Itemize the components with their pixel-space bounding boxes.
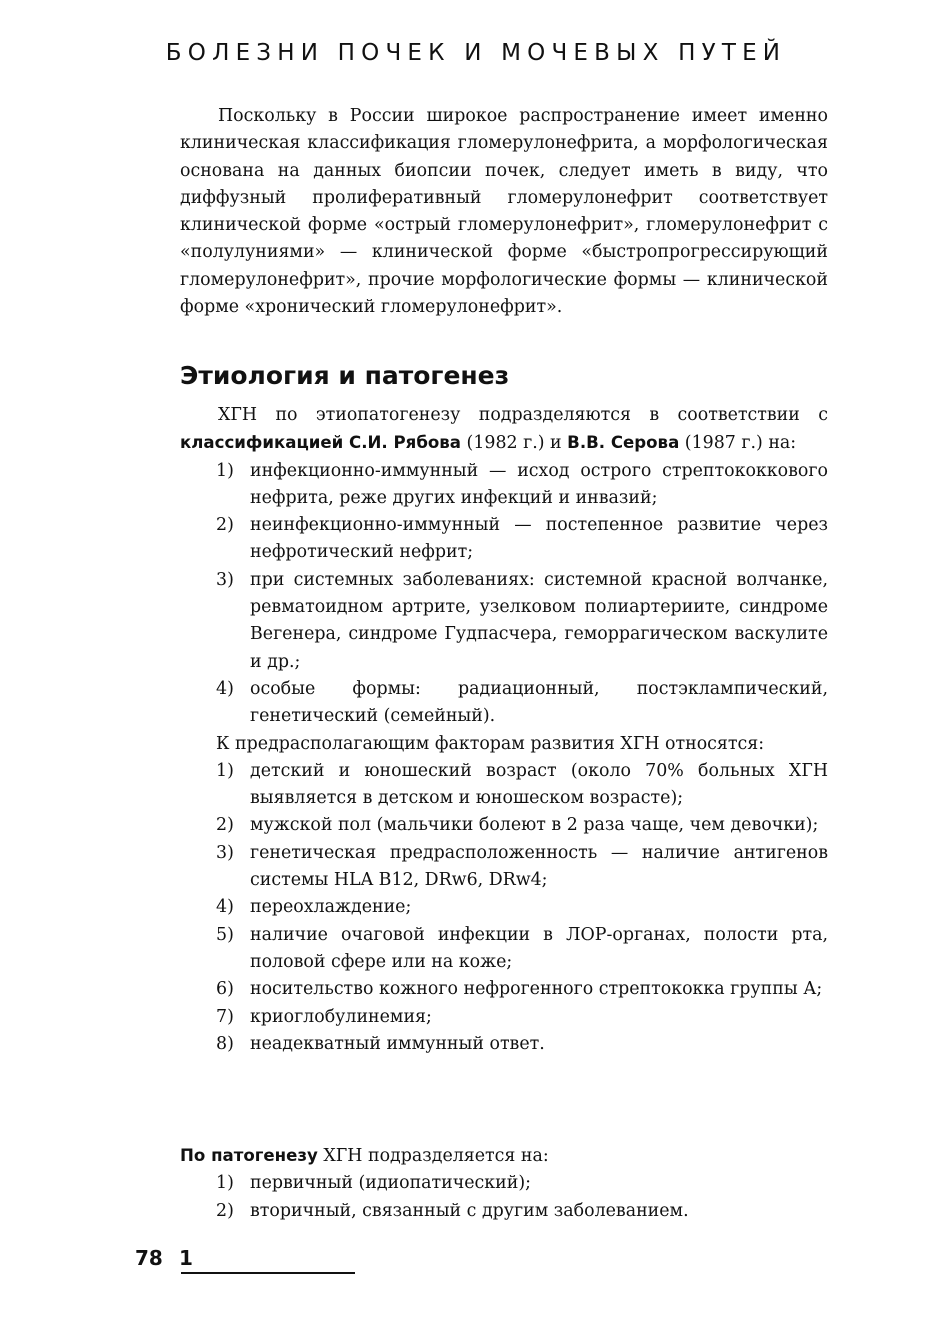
serov-classification: В.В. Серова [567,433,680,453]
pathogenesis-bold: По патогенезу [180,1146,318,1165]
list-item [180,458,828,513]
list-item-text: вторичный, связанный с другим заболеванием. [250,1200,689,1221]
list-number: 2) [216,1200,234,1221]
chapter-number: 1 [179,1246,193,1270]
ryabov-classification: классификацией С.И. Рябова [180,433,461,453]
list-number: 8) [216,1033,234,1054]
footer-rule [181,1272,355,1274]
etiology-intro-mid: (1982 г.) и [461,433,568,454]
page-footer [135,1246,193,1270]
etiology-intro-end: (1987 г.) на: [679,433,797,454]
list-item [180,676,828,731]
list-item-text: при системных заболеваниях: системной красной волчанке, ревматоидном артрите, узелковом полиартериите, синдроме Вегенера, синдроме Гудпасчера, геморрагическом васкулите и др.; [250,569,828,672]
list-item-text: носительство кожного нефрогенного стрептококка группы А; [250,979,823,1000]
intro-section [180,103,828,321]
etiology-intro-text: ХГН по этиопатогенезу подразделяются в соответствии с [218,405,828,425]
list-number: 1) [216,760,234,781]
list-item [180,512,828,567]
list-item [180,976,828,1003]
predisposing-lead: К предрасполагающим факторам развития ХГН относятся: [216,733,765,754]
list-item [180,758,828,813]
list-item-text: инфекционно-иммунный — исход острого стрептококкового нефрита, реже других инфекций и инвазий; [250,460,828,508]
list-item [180,567,828,676]
list-item-text: мужской пол (мальчики болеют в 2 раза чаще, чем девочки); [250,815,819,836]
list-item [180,1198,828,1225]
list-number: 1) [216,1173,234,1194]
predisposing-list [180,758,828,1058]
list-number: 3) [216,842,234,863]
list-number: 7) [216,1006,234,1027]
list-number: 2) [216,515,234,536]
section-title: Этиология и патогенез [180,361,510,390]
list-item [180,1031,828,1058]
list-number: 1) [216,460,234,481]
running-head: БОЛЕЗНИ ПОЧЕК И МОЧЕВЫХ ПУТЕЙ [165,40,787,66]
list-item-text: криоглобулинемия; [250,1006,432,1027]
list-item [180,1004,828,1031]
list-number: 2) [216,815,234,836]
list-item-text: переохлаждение; [250,897,412,918]
etiology-intro [180,402,828,458]
pathogenesis-section [180,1142,828,1225]
list-item-text: генетическая предрасположенность — наличие антигенов системы HLA B12, DRw6, DRw4; [250,842,828,891]
list-number: 5) [216,924,234,945]
list-item [180,840,828,895]
list-item [180,894,828,921]
list-number: 4) [216,678,234,699]
list-number: 4) [216,897,234,918]
list-item-text: первичный (идиопатический); [250,1173,531,1194]
etiology-section [180,402,828,1058]
pathogenesis-rest: ХГН подразделяется на: [317,1146,549,1166]
page-number: 78 [135,1246,163,1270]
list-item-text: детский и юношеский возраст (около 70% больных ХГН выявляется в детском и юношеском возрасте); [250,760,828,809]
list-item-text: неадекватный иммунный ответ. [250,1033,545,1054]
list-number: 6) [216,979,234,1000]
pathogenesis-list [180,1170,828,1225]
pathogenesis-intro [180,1142,828,1170]
intro-paragraph: Поскольку в России широкое распространение имеет именно клиническая классификация гломерулонефрита, а морфологическая основана на данных биопсии почек, следует иметь в виду, что диффузный пролиферативный гломерулонефрит соответствует клинической форме «острый гломерулонефрит», гломерулонефрит с «полулуниями» — клинической форме «быстропрогрессирующий гломерулонефрит», прочие морфологические формы — клинической форме «хронический гломерулонефрит». [180,106,828,318]
list-item [180,922,828,977]
list-number: 3) [216,569,234,590]
list-item [180,812,828,839]
list-item [180,1170,828,1197]
list-item-text: наличие очаговой инфекции в ЛОР-органах, полости рта, половой сфере или на коже; [250,924,828,972]
list-item-text: неинфекционно-иммунный — постепенное развитие через нефротический нефрит; [250,515,828,563]
etiology-list [180,458,828,731]
list-item-text: особые формы: радиационный, постэклампический, генетический (семейный). [250,678,828,727]
